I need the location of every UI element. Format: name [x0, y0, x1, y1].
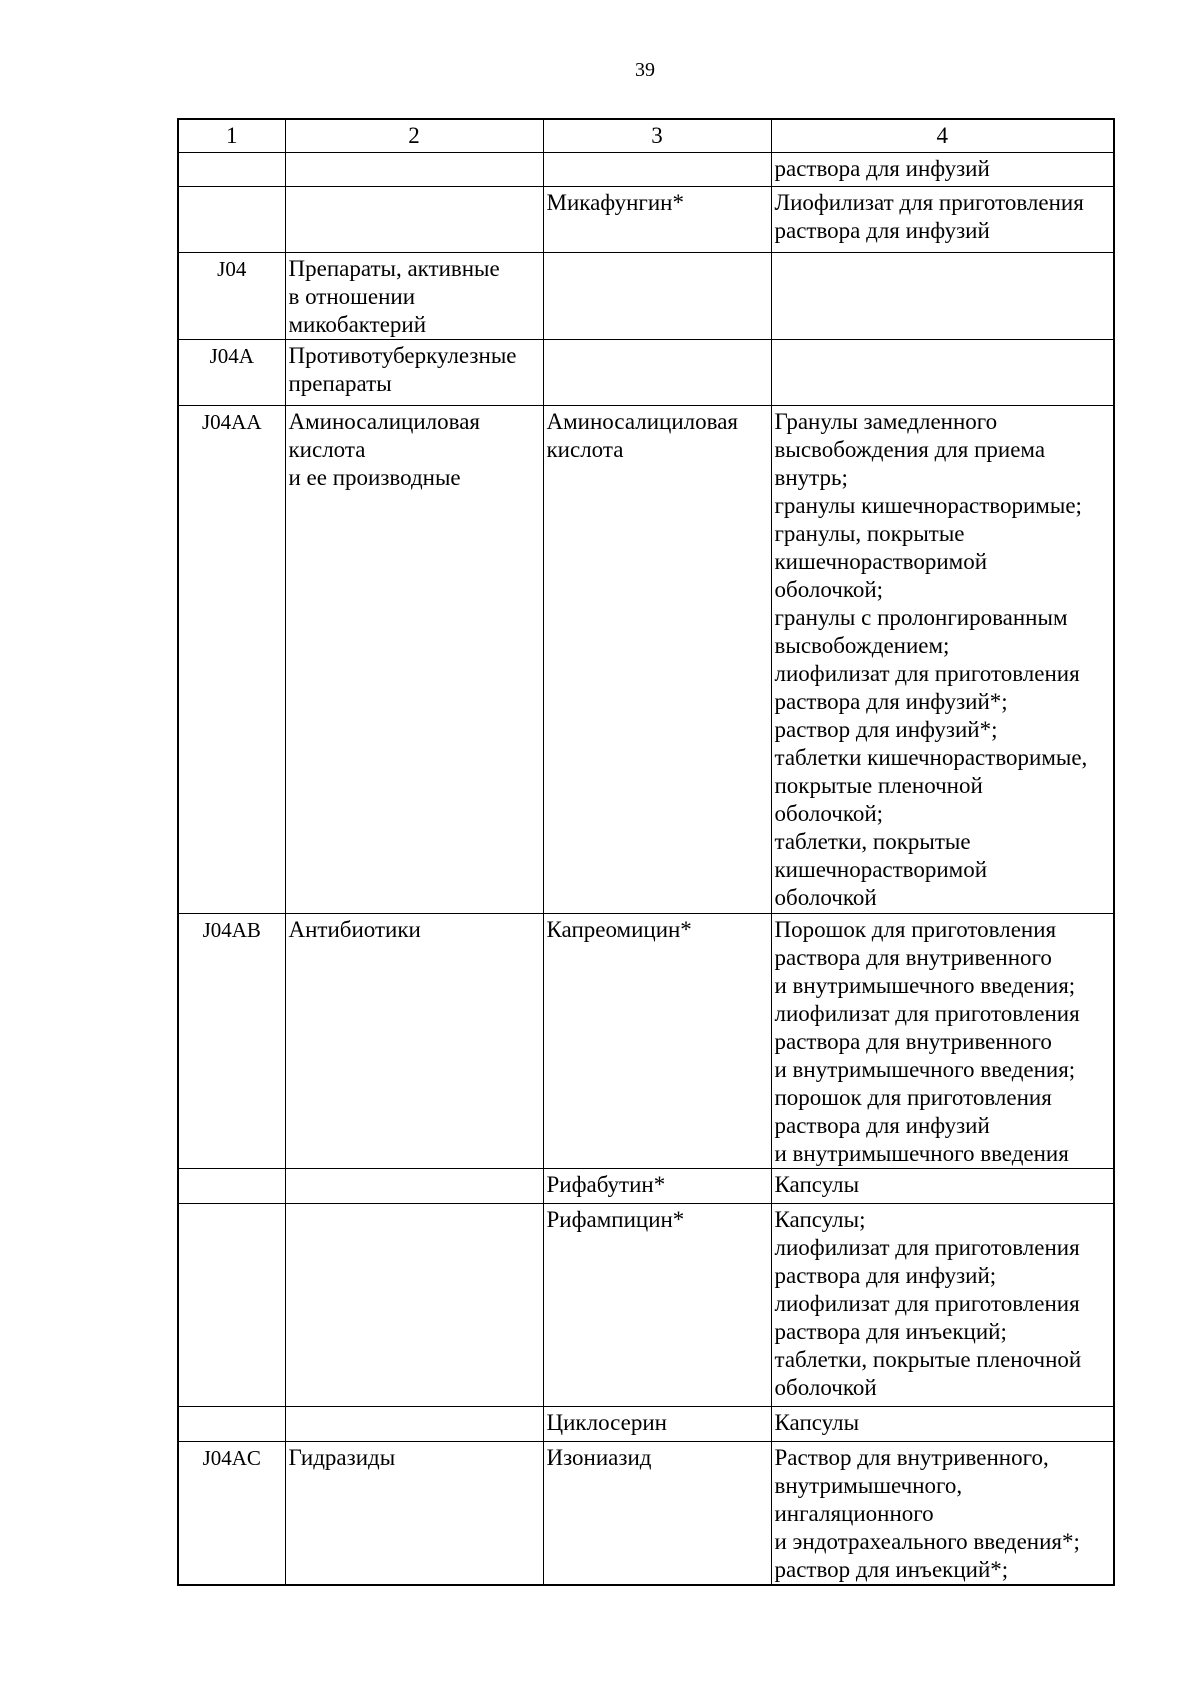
table-body — [178, 119, 1114, 1585]
drug-name-cell: Микафунгин* — [543, 186, 771, 252]
atc-code-cell — [178, 1203, 285, 1406]
drug-name-cell — [543, 252, 771, 339]
drug-name-cell: Рифампицин* — [543, 1203, 771, 1406]
table-row — [178, 1203, 1114, 1406]
drug-name-cell: Циклосерин — [543, 1406, 771, 1441]
dosage-forms-cell — [771, 252, 1114, 339]
drug-name-cell: Аминосалициловая кислота — [543, 405, 771, 913]
group-name-cell: Противотуберкулезные препараты — [285, 339, 543, 405]
dosage-forms-cell: Раствор для внутривенного, внутримышечного, ингаляционного и эндотрахеального введения*; раствор для инъекций*; — [771, 1441, 1114, 1585]
dosage-forms-cell: Капсулы — [771, 1168, 1114, 1203]
dosage-forms-cell: Порошок для приготовления раствора для внутривенного и внутримышечного введения; лиофилизат для приготовления раствора для внутривенного и внутримышечного введения; порошок для приготовления раствора для инфузий и внутримышечного введения — [771, 913, 1114, 1168]
dosage-forms-cell: Капсулы — [771, 1406, 1114, 1441]
group-name-cell — [285, 1203, 543, 1406]
group-name-cell — [285, 1406, 543, 1441]
atc-code-cell — [178, 186, 285, 252]
atc-code-cell: J04A — [178, 339, 285, 405]
atc-code-cell: J04AA — [178, 405, 285, 913]
column-number-header: 1 — [178, 119, 285, 152]
table-row — [178, 1441, 1114, 1585]
table-row — [178, 339, 1114, 405]
table-row — [178, 405, 1114, 913]
atc-code-cell: J04 — [178, 252, 285, 339]
drug-name-cell: Изониазид — [543, 1441, 771, 1585]
page-number: 39 — [635, 59, 655, 81]
group-name-cell — [285, 152, 543, 186]
atc-code-cell: J04AC — [178, 1441, 285, 1585]
column-number-header: 3 — [543, 119, 771, 152]
dosage-forms-cell: раствора для инфузий — [771, 152, 1114, 186]
group-name-cell — [285, 1168, 543, 1203]
table-row — [178, 252, 1114, 339]
drug-list-table — [177, 118, 1115, 1586]
drug-name-cell: Капреомицин* — [543, 913, 771, 1168]
dosage-forms-cell: Лиофилизат для приготовления раствора для инфузий — [771, 186, 1114, 252]
table-row — [178, 1168, 1114, 1203]
dosage-forms-cell: Капсулы; лиофилизат для приготовления раствора для инфузий; лиофилизат для приготовления раствора для инъекций; таблетки, покрытые пленочной оболочкой — [771, 1203, 1114, 1406]
dosage-forms-cell: Гранулы замедленного высвобождения для приема внутрь; гранулы кишечнорастворимые; гранулы, покрытые кишечнорастворимой оболочкой; гранулы с пролонгированным высвобождением; лиофилизат для приготовления раствора для инфузий*; раствор для инфузий*; таблетки кишечнорастворимые, покрытые пленочной оболочкой; таблетки, покрытые кишечнорастворимой оболочкой — [771, 405, 1114, 913]
group-name-cell: Антибиотики — [285, 913, 543, 1168]
table-row — [178, 1406, 1114, 1441]
drug-name-cell — [543, 339, 771, 405]
drug-name-cell — [543, 152, 771, 186]
table-row — [178, 186, 1114, 252]
group-name-cell: Препараты, активные в отношении микобактерий — [285, 252, 543, 339]
table-header-row — [178, 119, 1114, 152]
table-row — [178, 913, 1114, 1168]
drug-name-cell: Рифабутин* — [543, 1168, 771, 1203]
group-name-cell — [285, 186, 543, 252]
atc-code-cell: J04AB — [178, 913, 285, 1168]
group-name-cell: Аминосалициловая кислота и ее производные — [285, 405, 543, 913]
atc-code-cell — [178, 1406, 285, 1441]
group-name-cell: Гидразиды — [285, 1441, 543, 1585]
dosage-forms-cell — [771, 339, 1114, 405]
atc-code-cell — [178, 1168, 285, 1203]
column-number-header: 2 — [285, 119, 543, 152]
atc-code-cell — [178, 152, 285, 186]
table-row — [178, 152, 1114, 186]
column-number-header: 4 — [771, 119, 1114, 152]
